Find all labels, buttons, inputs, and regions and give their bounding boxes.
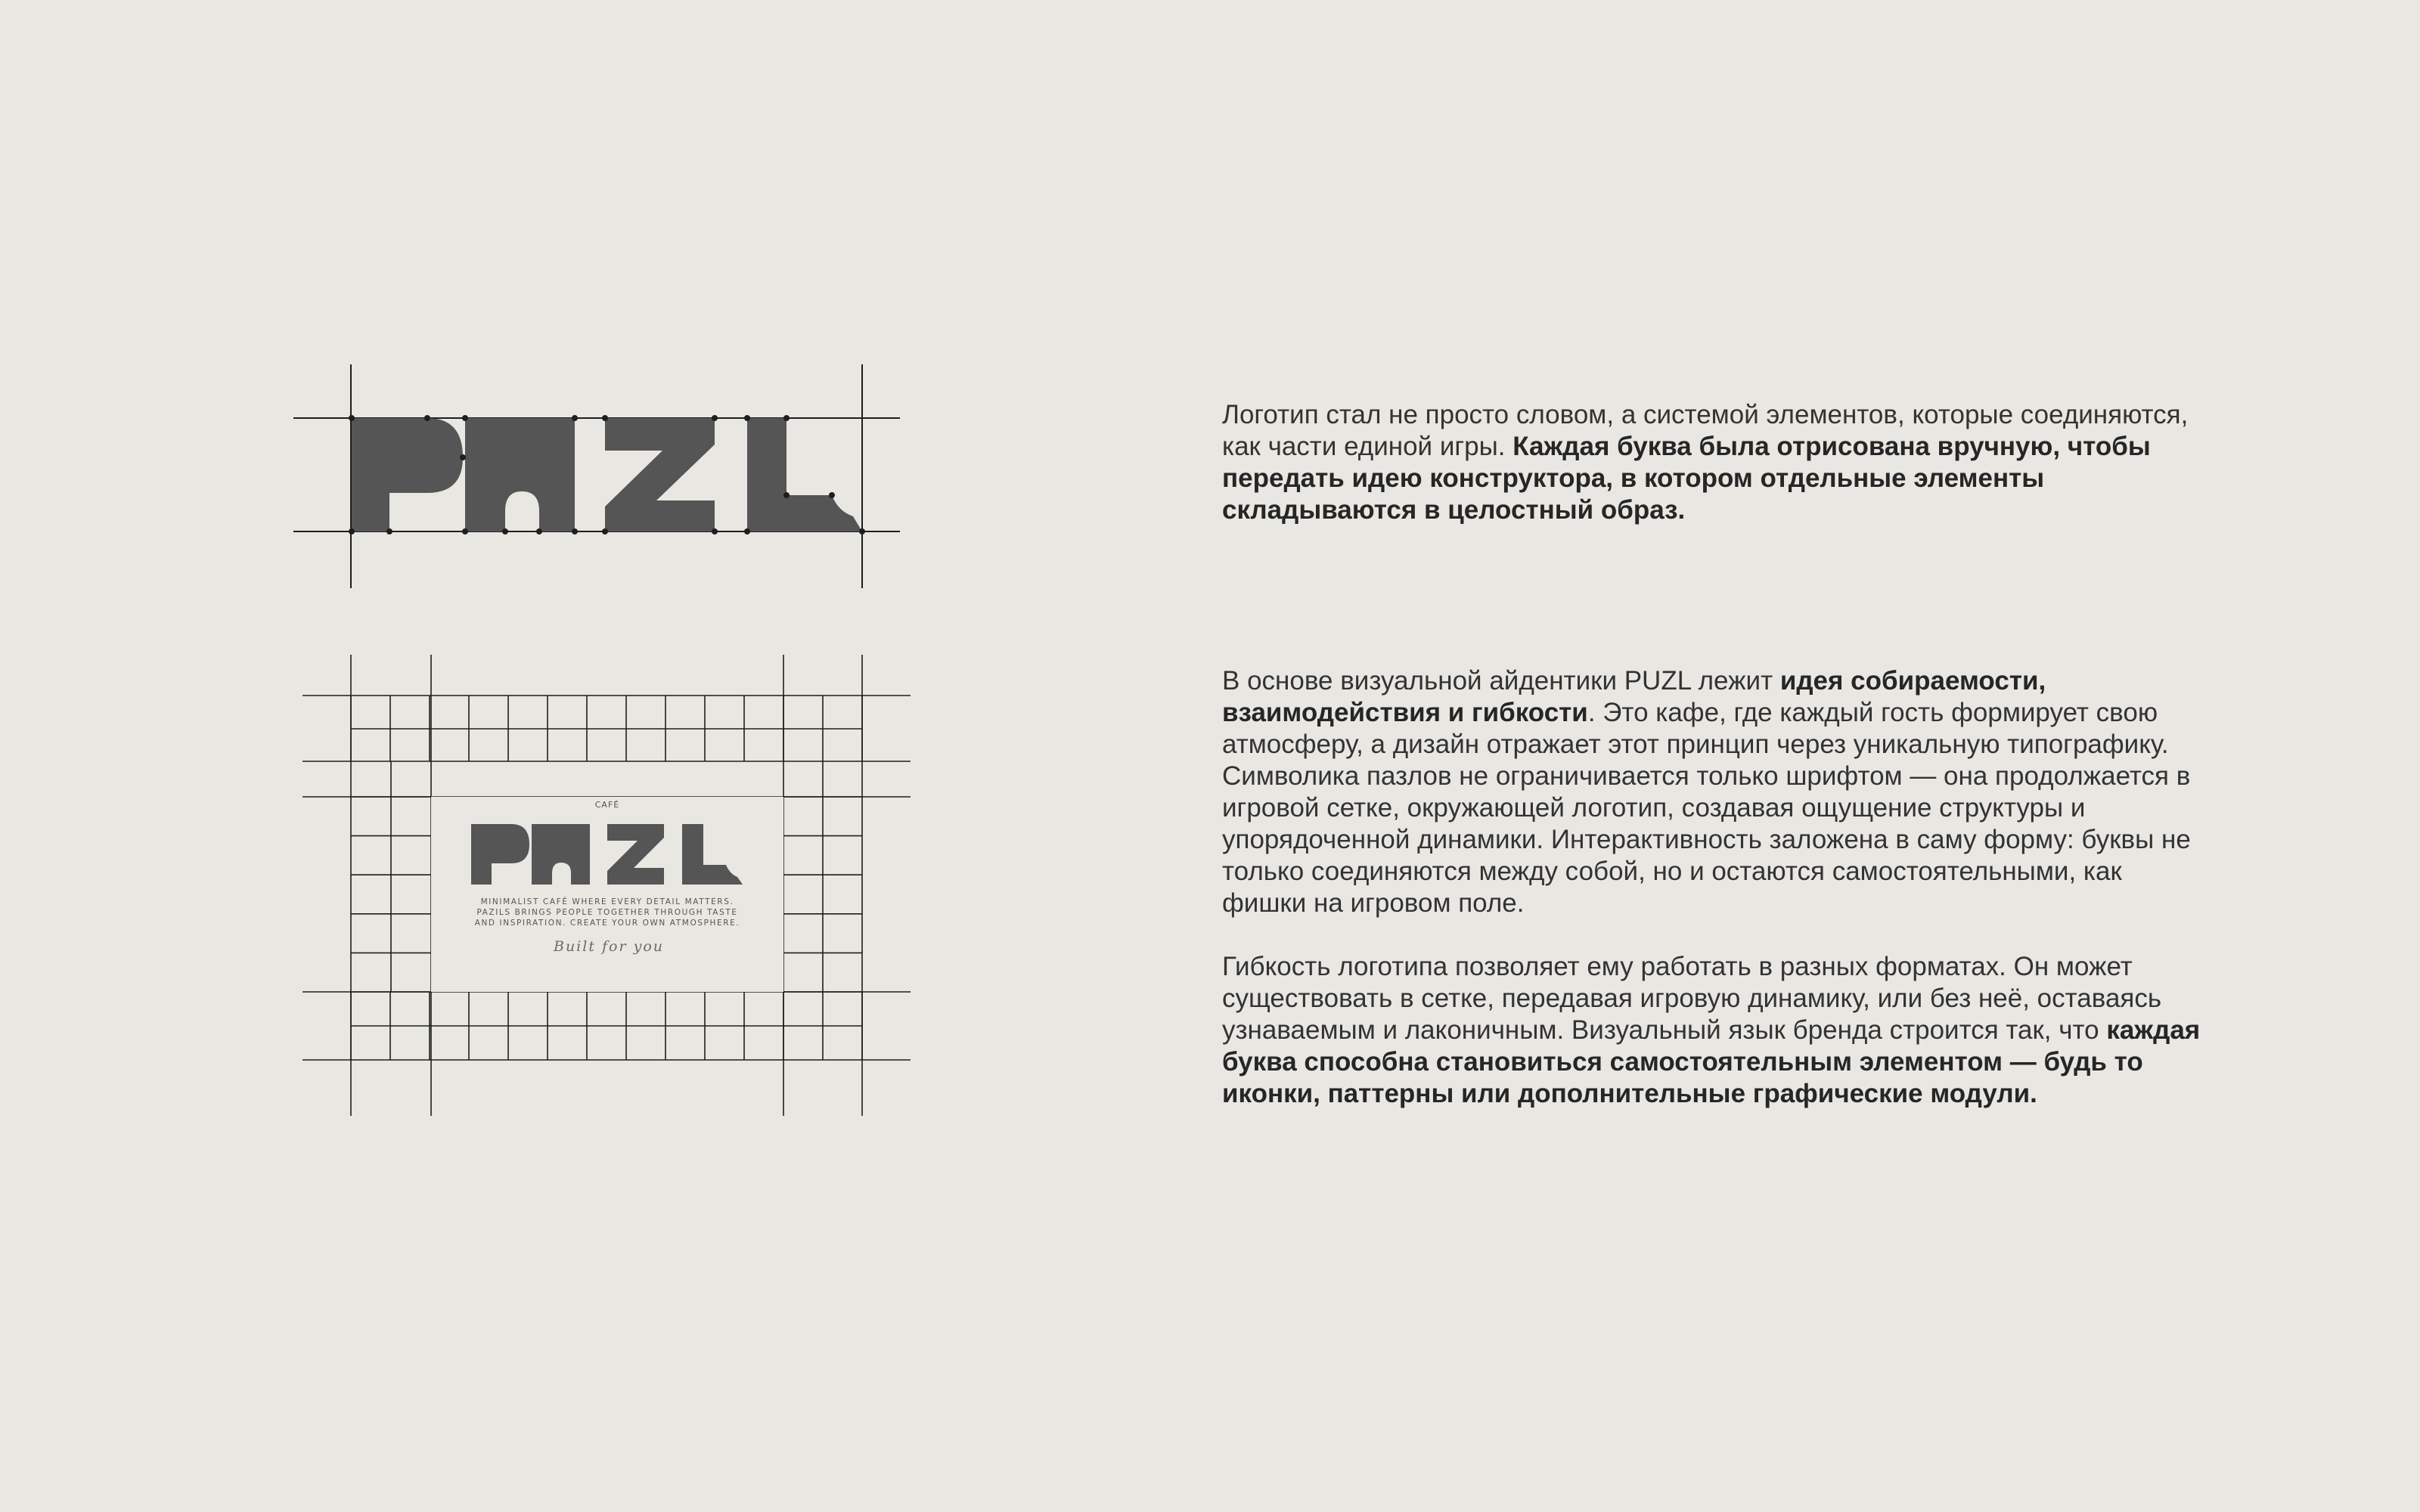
pazl-logo-large bbox=[352, 418, 862, 531]
logo-grid-bottom bbox=[302, 655, 911, 1116]
text1-regular: Логотип стал не просто словом, а системой элементов, которые соединяются, как части единой игры. bbox=[1222, 400, 2189, 461]
card-signature: Built for you bbox=[553, 938, 665, 955]
text2-bold: идея собираемости, взаимодействия и гибкости bbox=[1222, 666, 2046, 727]
logo-construction-top bbox=[293, 364, 900, 588]
card-center bbox=[431, 797, 783, 992]
text2-regular-2: . Это кафе, где каждый гость формирует свою атмосферу, а дизайн отражает этот принцип через уникальную типографику. Символика пазлов не ограничивается только шрифтом — она продолжается в игровой сетке, окружающей логотип, создавая ощущение структуры и упорядоченной динамики. Интерактивность заложена в саму форму: буквы не только соединяются между собой, но и остаются самостоятельными, как фишки на игровом поле. bbox=[1222, 698, 2191, 918]
card-tagline-line-3: AND INSPIRATION. CREATE YOUR OWN ATMOSPHERE. bbox=[474, 919, 740, 928]
text-paragraph-logo bbox=[1222, 399, 2205, 526]
card-tagline-line-1: MINIMALIST CAFÉ WHERE EVERY DETAIL MATTERS. bbox=[480, 897, 734, 906]
text1-bold: Каждая буква была отрисована вручную, чтобы передать идею конструктора, в котором отдельные элементы складываются в целостный образ. bbox=[1222, 432, 2151, 525]
card-cafe-label: CAFÉ bbox=[594, 800, 620, 810]
text3-bold: каждая буква способна становиться самостоятельным элементом — будь то иконки, паттерны или дополнительные графические модули. bbox=[1222, 1015, 2201, 1108]
text-paragraph-identity bbox=[1222, 665, 2205, 1110]
text3-regular: Гибкость логотипа позволяет ему работать в разных форматах. Он может существовать в сетке, передавая игровую динамику, или без неё, оставаясь узнаваемым и лаконичным. Визуальный язык бренда строится так, что bbox=[1222, 952, 2162, 1045]
card-tagline-line-2: PAZILS BRINGS PEOPLE TOGETHER THROUGH TASTE bbox=[476, 908, 738, 917]
text2-regular-1: В основе визуальной айдентики PUZL лежит bbox=[1222, 666, 1780, 696]
